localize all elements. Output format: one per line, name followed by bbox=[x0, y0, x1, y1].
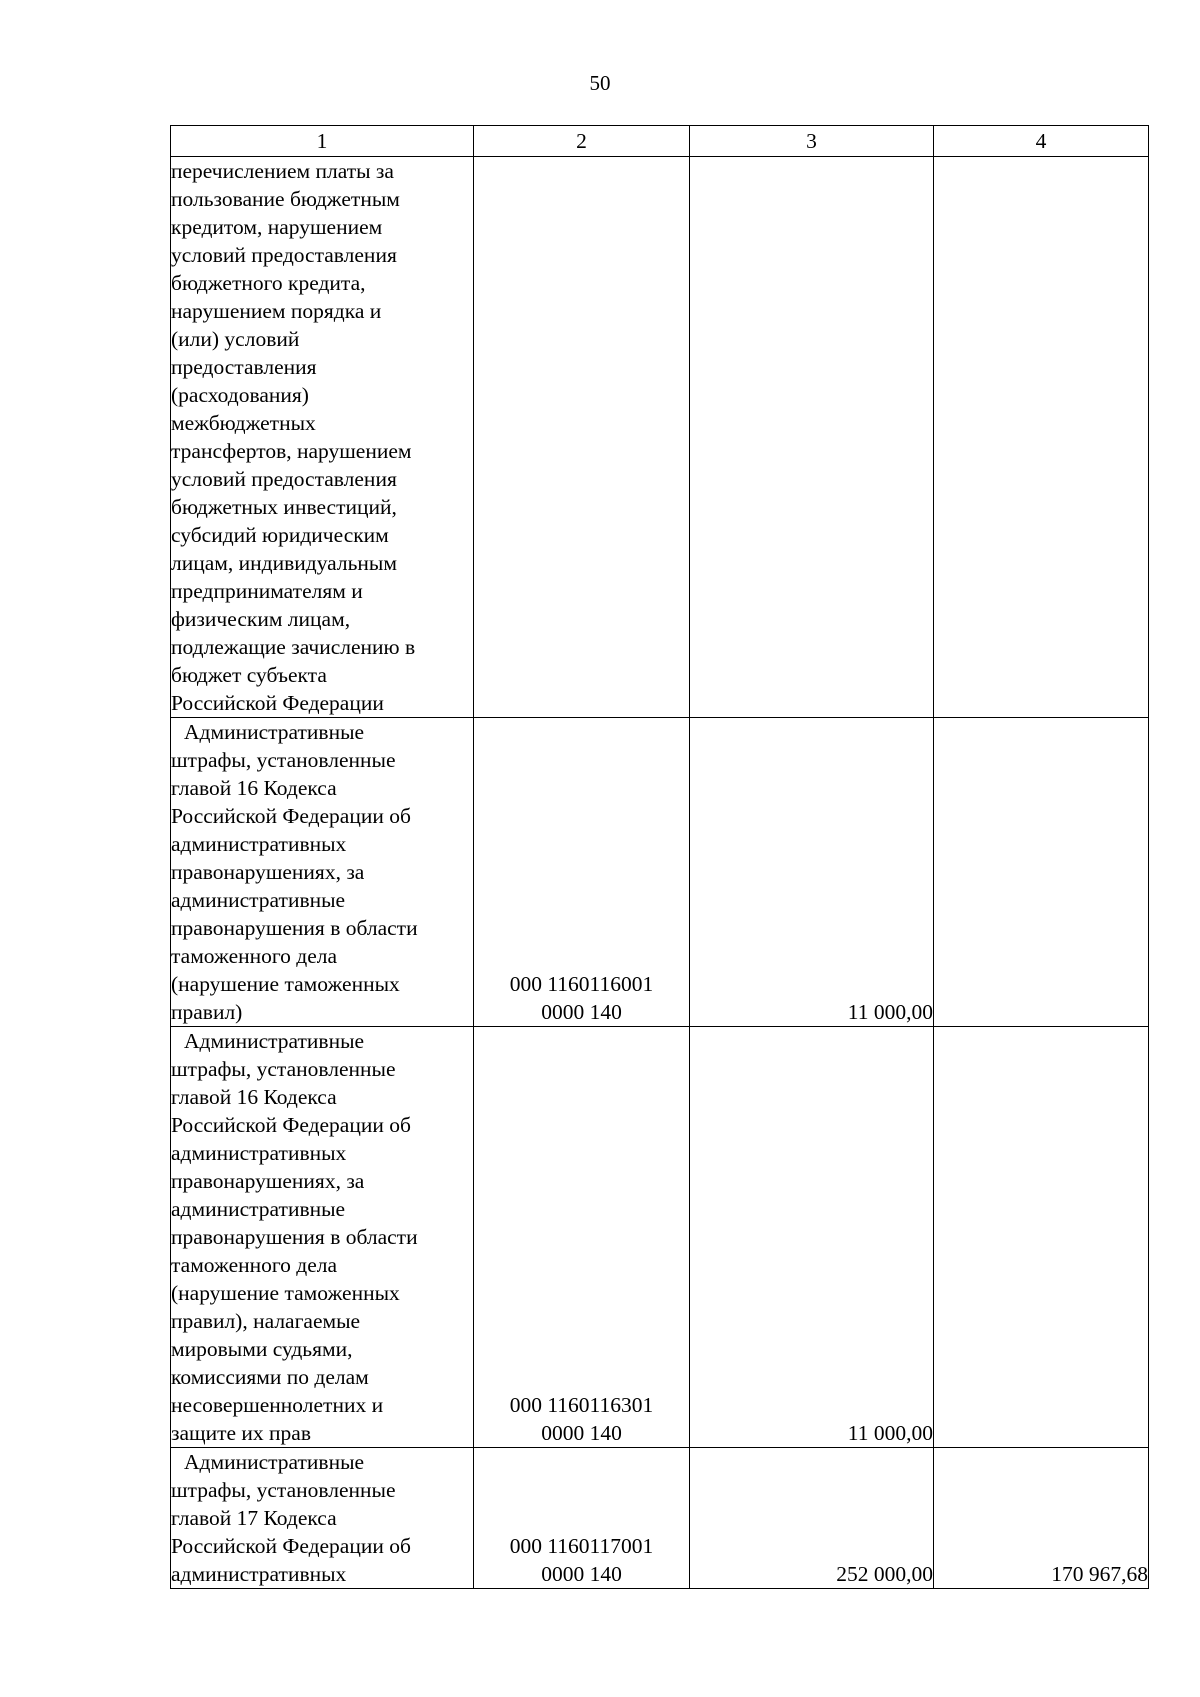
row-amount-actual bbox=[934, 718, 1149, 1027]
table-row bbox=[171, 1448, 1149, 1589]
row-amount-actual bbox=[934, 157, 1149, 718]
table-row bbox=[171, 718, 1149, 1027]
table-header-row bbox=[171, 126, 1149, 157]
row-description-text: перечислением платы за пользование бюджетным кредитом, нарушением условий предоставления бюджетного кредита, нарушением порядка и (или) условий предоставления (расходования) межбюджетных трансфертов, нарушением условий предоставления бюджетных инвестиций, субсидий юридическим лицам, индивидуальным предпринимателям и физическим лицам, подлежащие зачислению в бюджет субъекта Российской Федерации bbox=[171, 159, 416, 715]
column-header-3: 3 bbox=[690, 126, 934, 157]
row-description bbox=[171, 1448, 474, 1589]
row-amount-actual bbox=[934, 1027, 1149, 1448]
row-amount-plan: 11 000,00 bbox=[690, 1027, 934, 1448]
row-code: 000 1160116301 0000 140 bbox=[474, 1027, 690, 1448]
row-code: 000 1160117001 0000 140 bbox=[474, 1448, 690, 1589]
column-header-2: 2 bbox=[474, 126, 690, 157]
row-description-text: Административные штрафы, установленные главой 17 Кодекса Российской Федерации об административных bbox=[171, 1450, 411, 1586]
column-header-4: 4 bbox=[934, 126, 1149, 157]
budget-revenue-table bbox=[170, 125, 1149, 1589]
column-header-1: 1 bbox=[171, 126, 474, 157]
table-row bbox=[171, 1027, 1149, 1448]
page-number: 50 bbox=[589, 71, 611, 95]
row-description-text: Административные штрафы, установленные главой 16 Кодекса Российской Федерации об административных правонарушениях, за административные правонарушения в области таможенного дела (нарушение таможенных правил), налагаемые мировыми судьями, комиссиями по делам несовершеннолетних и защите их прав bbox=[171, 1029, 418, 1445]
row-amount-plan: 11 000,00 bbox=[690, 718, 934, 1027]
row-description bbox=[171, 718, 474, 1027]
row-amount-plan bbox=[690, 157, 934, 718]
row-description bbox=[171, 1027, 474, 1448]
row-amount-actual: 170 967,68 bbox=[934, 1448, 1149, 1589]
row-code: 000 1160116001 0000 140 bbox=[474, 718, 690, 1027]
row-amount-plan: 252 000,00 bbox=[690, 1448, 934, 1589]
row-code bbox=[474, 157, 690, 718]
table-row bbox=[171, 157, 1149, 718]
row-description-text: Административные штрафы, установленные главой 16 Кодекса Российской Федерации об административных правонарушениях, за административные правонарушения в области таможенного дела (нарушение таможенных правил) bbox=[171, 720, 418, 1024]
row-description bbox=[171, 157, 474, 718]
